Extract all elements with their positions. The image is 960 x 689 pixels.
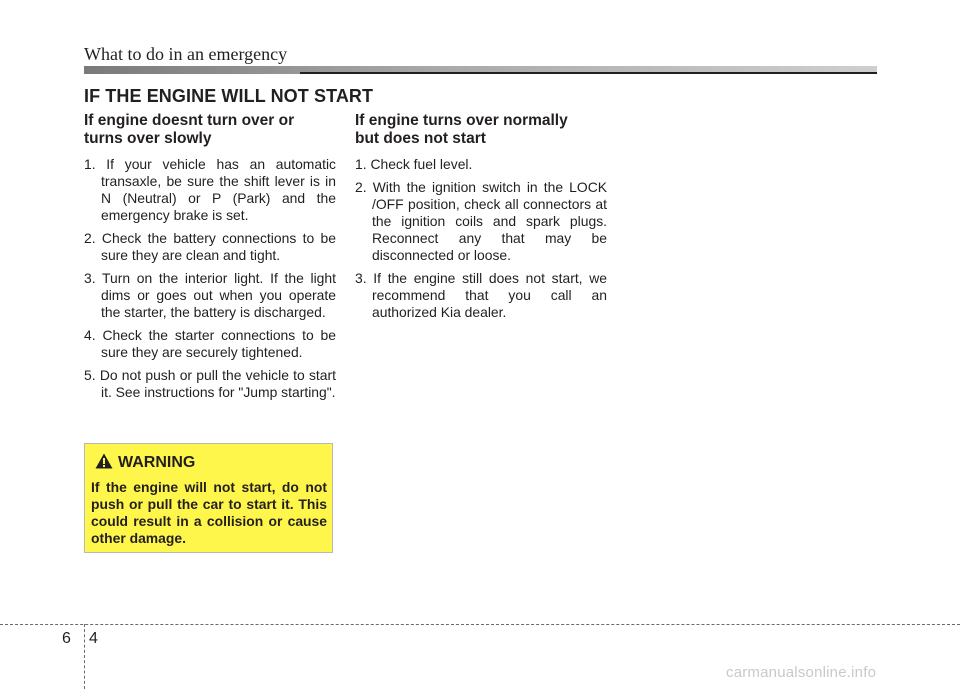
list-item: 2. With the ignition switch in the LOCK /OFF position, check all connectors at the ignition coils and spark plugs. Reconnect any that may be disconnected or loose. [355, 179, 607, 263]
list-item: 1. Check fuel level. [355, 156, 473, 172]
chapter-number: 6 [62, 630, 71, 647]
footer-divider [0, 624, 960, 625]
warning-triangle-icon [95, 453, 113, 469]
warning-title: WARNING [118, 454, 196, 471]
watermark: carmanualsonline.info [726, 664, 877, 681]
left-column-heading [84, 112, 336, 148]
right-column-heading [355, 112, 607, 148]
header-rule [300, 72, 877, 74]
right-heading-line2: but does not start [355, 130, 486, 147]
warning-box [84, 443, 333, 553]
right-column [355, 112, 607, 327]
footer-vertical-divider [84, 624, 85, 689]
section-title: IF THE ENGINE WILL NOT START [84, 86, 374, 106]
list-item: 3. Turn on the interior light. If the light dims or goes out when you operate the starter, the battery is discharged. [84, 270, 336, 320]
left-heading-line1: If engine doesnt turn over or [84, 112, 295, 129]
right-heading-line1: If engine turns over normally [355, 112, 568, 129]
list-item: 3. If the engine still does not start, we recommend that you call an authorized Kia dealer. [355, 270, 607, 320]
right-steps-list [355, 156, 607, 321]
left-steps-list [84, 156, 336, 401]
list-item: 2. Check the battery connections to be sure they are clean and tight. [84, 230, 336, 263]
list-item: 4. Check the starter connections to be sure they are securely tightened. [84, 327, 336, 360]
left-column [84, 112, 336, 407]
warning-text: If the engine will not start, do not push or pull the car to start it. This could result in a collision or cause other damage. [91, 479, 327, 546]
page-number: 4 [89, 630, 98, 647]
list-item: 5. Do not push or pull the vehicle to start it. See instructions for "Jump starting". [84, 367, 336, 400]
list-item: 1. If your vehicle has an automatic transaxle, be sure the shift lever is in N (Neutral) or P (Park) and the emergency brake is set. [84, 156, 336, 223]
header-title: What to do in an emergency [84, 44, 288, 64]
left-heading-line2: turns over slowly [84, 130, 212, 147]
